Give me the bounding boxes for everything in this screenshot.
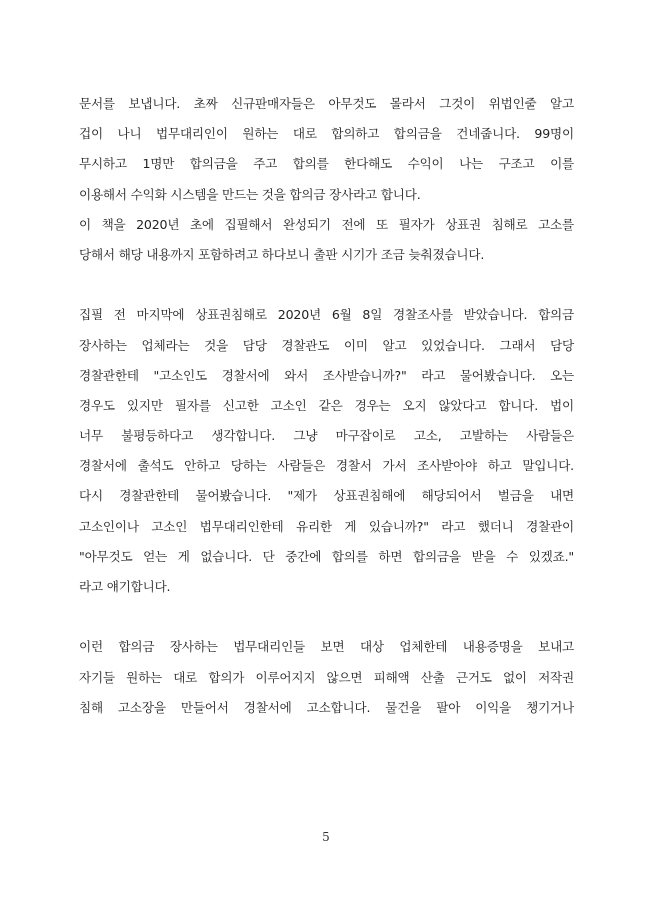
text-line: 경찰서에 출석도 안하고 당하는 사람들은 경찰서 가서 조사받아야 하고 말입니다.	[79, 458, 574, 474]
text-line: 경찰관한테 "고소인도 경찰서에 와서 조사받습니까?" 라고 물어봤습니다. 오는	[79, 367, 574, 383]
paragraph-gap	[79, 270, 574, 300]
text-line: 자기들 원하는 대로 합의가 이루어지지 않으면 피해액 산출 근거도 없이 저작권	[79, 669, 574, 685]
text-line: 집필 전 마지막에 상표권침해로 2020년 6월 8일 경찰조사를 받았습니다. 합의금	[79, 307, 574, 323]
text-line: 당해서 해당 내용까지 포함하려고 하다보니 출판 시기가 조금 늦춰졌습니다.	[79, 246, 485, 262]
text-line: 겁이 나니 법무대리인이 원하는 대로 합의하고 합의금을 건네줍니다. 99명이	[79, 126, 574, 142]
text-line: "아무것도 얻는 게 없습니다. 단 중간에 합의를 하면 합의금을 받을 수 있겠죠."	[79, 548, 574, 564]
text-line: 라고 얘기합니다.	[79, 579, 171, 594]
text-line: 장사하는 업체라는 것을 담당 경찰관도 이미 알고 있었습니다. 그래서 담당	[79, 337, 574, 353]
page-number: 5	[322, 830, 330, 844]
text-line: 문서를 보냅니다. 초짜 신규판매자들은 아무것도 몰라서 그것이 위법인줄 알고	[79, 96, 574, 111]
text-line: 너무 불평등하다고 생각합니다. 그냥 마구잡이로 고소, 고발하는 사람들은	[79, 428, 574, 444]
text-line: 이용해서 수익화 시스템을 만드는 것을 합의금 장사라고 합니다.	[79, 186, 421, 202]
text-line: 이 책을 2020년 초에 집필해서 완성되기 전에 또 필자가 상표권 침해로 고소를	[79, 216, 574, 232]
text-line: 경우도 있지만 필자를 신고한 고소인 같은 경우는 오지 않았다고 합니다. 법이	[79, 397, 574, 413]
body-text	[79, 89, 574, 723]
paragraph-gap	[79, 602, 574, 632]
text-line: 다시 경찰관한테 물어봤습니다. "제가 상표권침해에 해당되어서 벌금을 내면	[79, 488, 574, 504]
text-line: 이런 합의금 장사하는 법무대리인들 보면 대상 업체한테 내용증명을 보내고	[79, 639, 574, 655]
text-line: 침해 고소장을 만들어서 경찰서에 고소합니다. 물건을 팔아 이익을 챙기거나	[79, 699, 574, 715]
text-line: 무시하고 1명만 합의금을 주고 합의를 한다해도 수익이 나는 구조고 이를	[79, 156, 574, 172]
text-line: 고소인이나 고소인 법무대리인한테 유리한 게 있습니까?" 라고 했더니 경찰관이	[79, 518, 574, 534]
